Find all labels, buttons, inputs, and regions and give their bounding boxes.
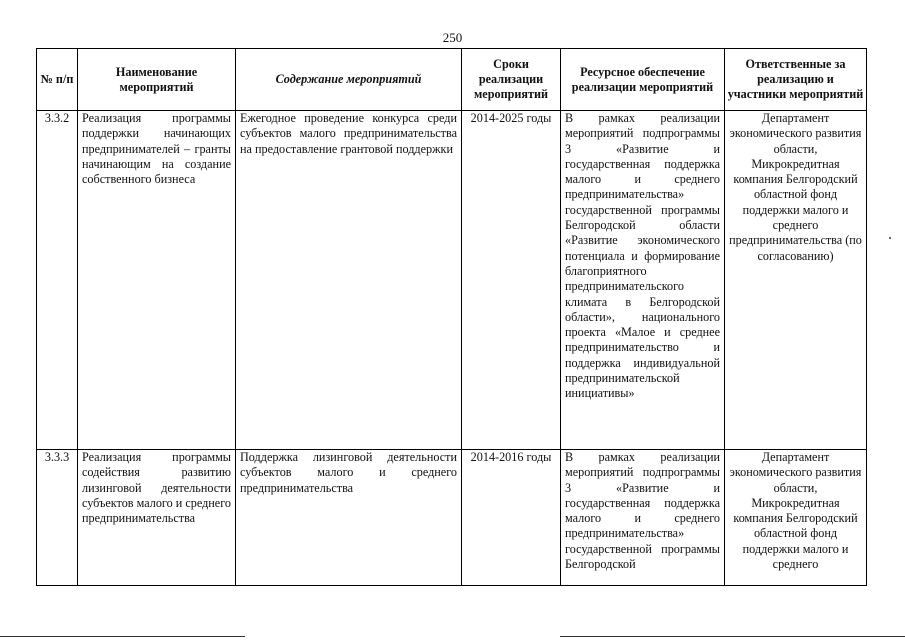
table-row (37, 450, 867, 586)
header-content: Содержание мероприятий (236, 49, 462, 111)
row-resources: В рамках реализации мероприятий подпрограммы 3 «Развитие и государственная поддержка малого и среднего предпринимательства» государственной программы Белгородской (561, 450, 725, 586)
header-terms: Сроки реализации мероприятий (462, 49, 561, 111)
table-row (37, 111, 867, 450)
header-name: Наименование мероприятий (78, 49, 236, 111)
row-content: Поддержка лизинговой деятельности субъектов малого и среднего предпринимательства (236, 450, 462, 586)
header-resources: Ресурсное обеспечение реализации мероприятий (561, 49, 725, 111)
row-name: Реализация программы содействия развитию лизинговой деятельности субъектов малого и среднего предпринимательства (78, 450, 236, 586)
row-terms: 2014-2016 годы (462, 450, 561, 586)
row-terms: 2014-2025 годы (462, 111, 561, 450)
scan-speck (889, 237, 891, 239)
row-content: Ежегодное проведение конкурса среди субъектов малого предпринимательства на предоставление грантовой поддержки (236, 111, 462, 450)
row-number: 3.3.3 (37, 450, 78, 586)
row-name: Реализация программы поддержки начинающих предпринимателей – гранты начинающим на создание собственного бизнеса (78, 111, 236, 450)
scan-edge-line-left (0, 636, 245, 637)
row-responsible: Департамент экономического развития области, Микрокредитная компания Белгородский областной фонд поддержки малого и среднего предпринимательства (по согласованию) (725, 111, 867, 450)
page-number: 250 (442, 30, 463, 45)
header-responsible: Ответственные за реализацию и участники мероприятий (725, 49, 867, 111)
scan-edge-line-right (560, 636, 905, 637)
row-number: 3.3.2 (37, 111, 78, 450)
header-num: № п/п (37, 49, 78, 111)
row-responsible: Департамент экономического развития области, Микрокредитная компания Белгородский областной фонд поддержки малого и среднего (725, 450, 867, 586)
table-header-row (37, 49, 867, 111)
row-resources: В рамках реализации мероприятий подпрограммы 3 «Развитие и государственная поддержка малого и среднего предпринимательства» государственной программы Белгородской области «Развитие экономического потенциала и формирование благоприятного предпринимательского климата в Белгородской области», национального проекта «Малое и среднее предпринимательство и поддержка индивидуальной предпринимательской инициативы» (561, 111, 725, 450)
activities-table (36, 48, 867, 586)
